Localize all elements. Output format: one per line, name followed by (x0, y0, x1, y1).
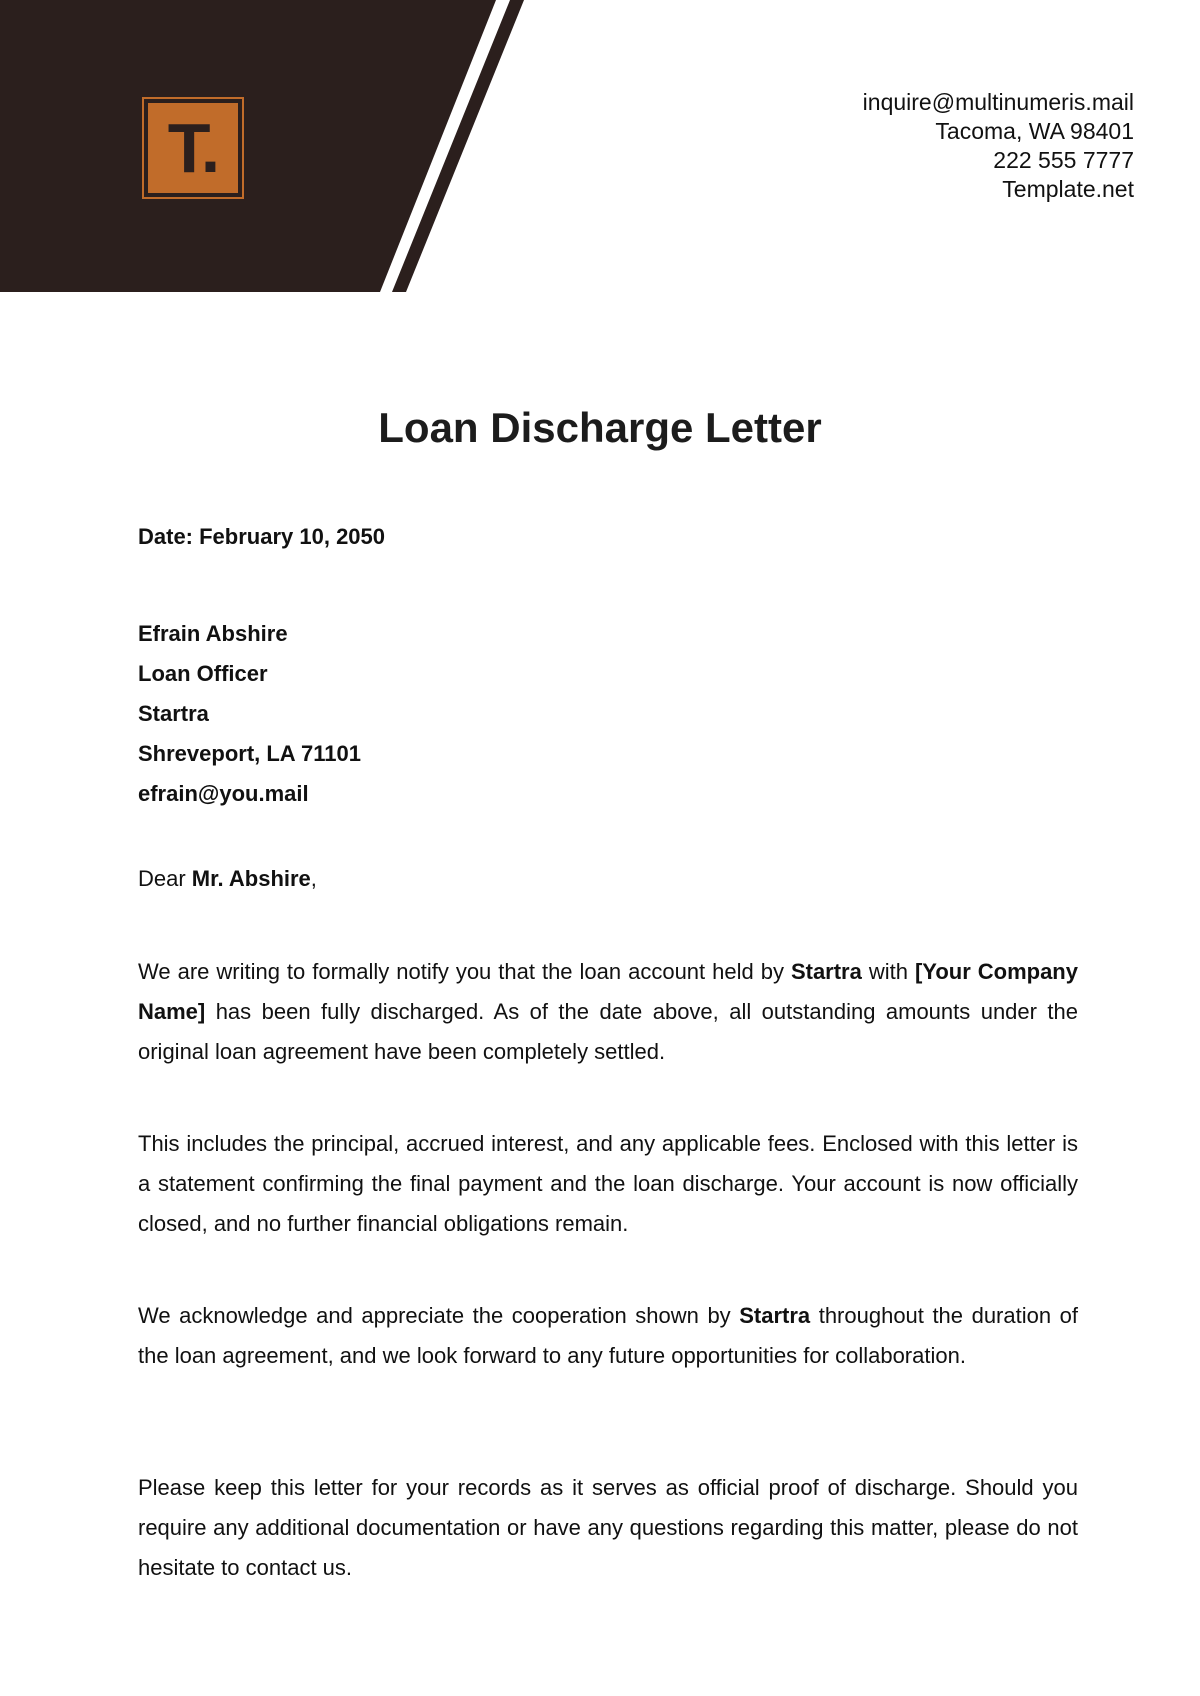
header-graphic (0, 0, 560, 300)
salutation (138, 866, 1078, 892)
paragraph-3-company: Startra (739, 1303, 811, 1328)
salutation-name: Mr. Abshire (191, 866, 311, 891)
sender-city: Tacoma, WA 98401 (935, 118, 1134, 144)
sender-website: Template.net (1002, 176, 1134, 202)
recipient-name: Efrain Abshire (138, 621, 288, 646)
recipient-position: Loan Officer (138, 661, 268, 686)
paragraph-1 (138, 952, 1078, 1072)
sender-email: inquire@multinumeris.mail (862, 89, 1134, 115)
recipient-email: efrain@you.mail (138, 781, 309, 806)
recipient-company: Startra (138, 701, 209, 726)
logo-letter: T. (148, 103, 238, 193)
paragraph-3-text-c: throughout the duration of the loan agreement, and we look forward to any future opportunities for collaboration. (138, 1303, 1078, 1368)
paragraph-2: This includes the principal, accrued interest, and any applicable fees. Enclosed with this letter is a statement confirming the final payment and the loan discharge. Your account is now officially closed, and no further financial obligations remain. (138, 1131, 1078, 1236)
paragraph-4: Please keep this letter for your records as it serves as official proof of discharge. Should you require any additional documentation or have any questions regarding this matter, please do not hesitate to contact us. (138, 1475, 1078, 1580)
paragraph-1-text-c: with (861, 959, 915, 984)
paragraph-1-company: Startra (790, 959, 862, 984)
sender-contact-block (863, 88, 1134, 204)
paragraph-1-placeholder: [Your Company Name] (138, 959, 1078, 1024)
company-logo (142, 97, 244, 199)
paragraph-1-text-e: has been fully discharged. As of the date above, all outstanding amounts under the original loan agreement have been completely settled. (138, 999, 1078, 1064)
salutation-suffix: , (310, 866, 317, 891)
document-title: Loan Discharge Letter (378, 404, 822, 451)
recipient-block (138, 614, 1078, 814)
recipient-address: Shreveport, LA 71101 (138, 741, 361, 766)
paragraph-3-text-a: We acknowledge and appreciate the cooperation shown by (138, 1303, 740, 1328)
sender-phone: 222 555 7777 (993, 147, 1134, 173)
paragraph-1-text-a: We are writing to formally notify you that the loan account held by (138, 959, 791, 984)
paragraph-3 (138, 1296, 1078, 1376)
letter-date: Date: February 10, 2050 (138, 524, 386, 549)
salutation-prefix: Dear (138, 866, 192, 891)
